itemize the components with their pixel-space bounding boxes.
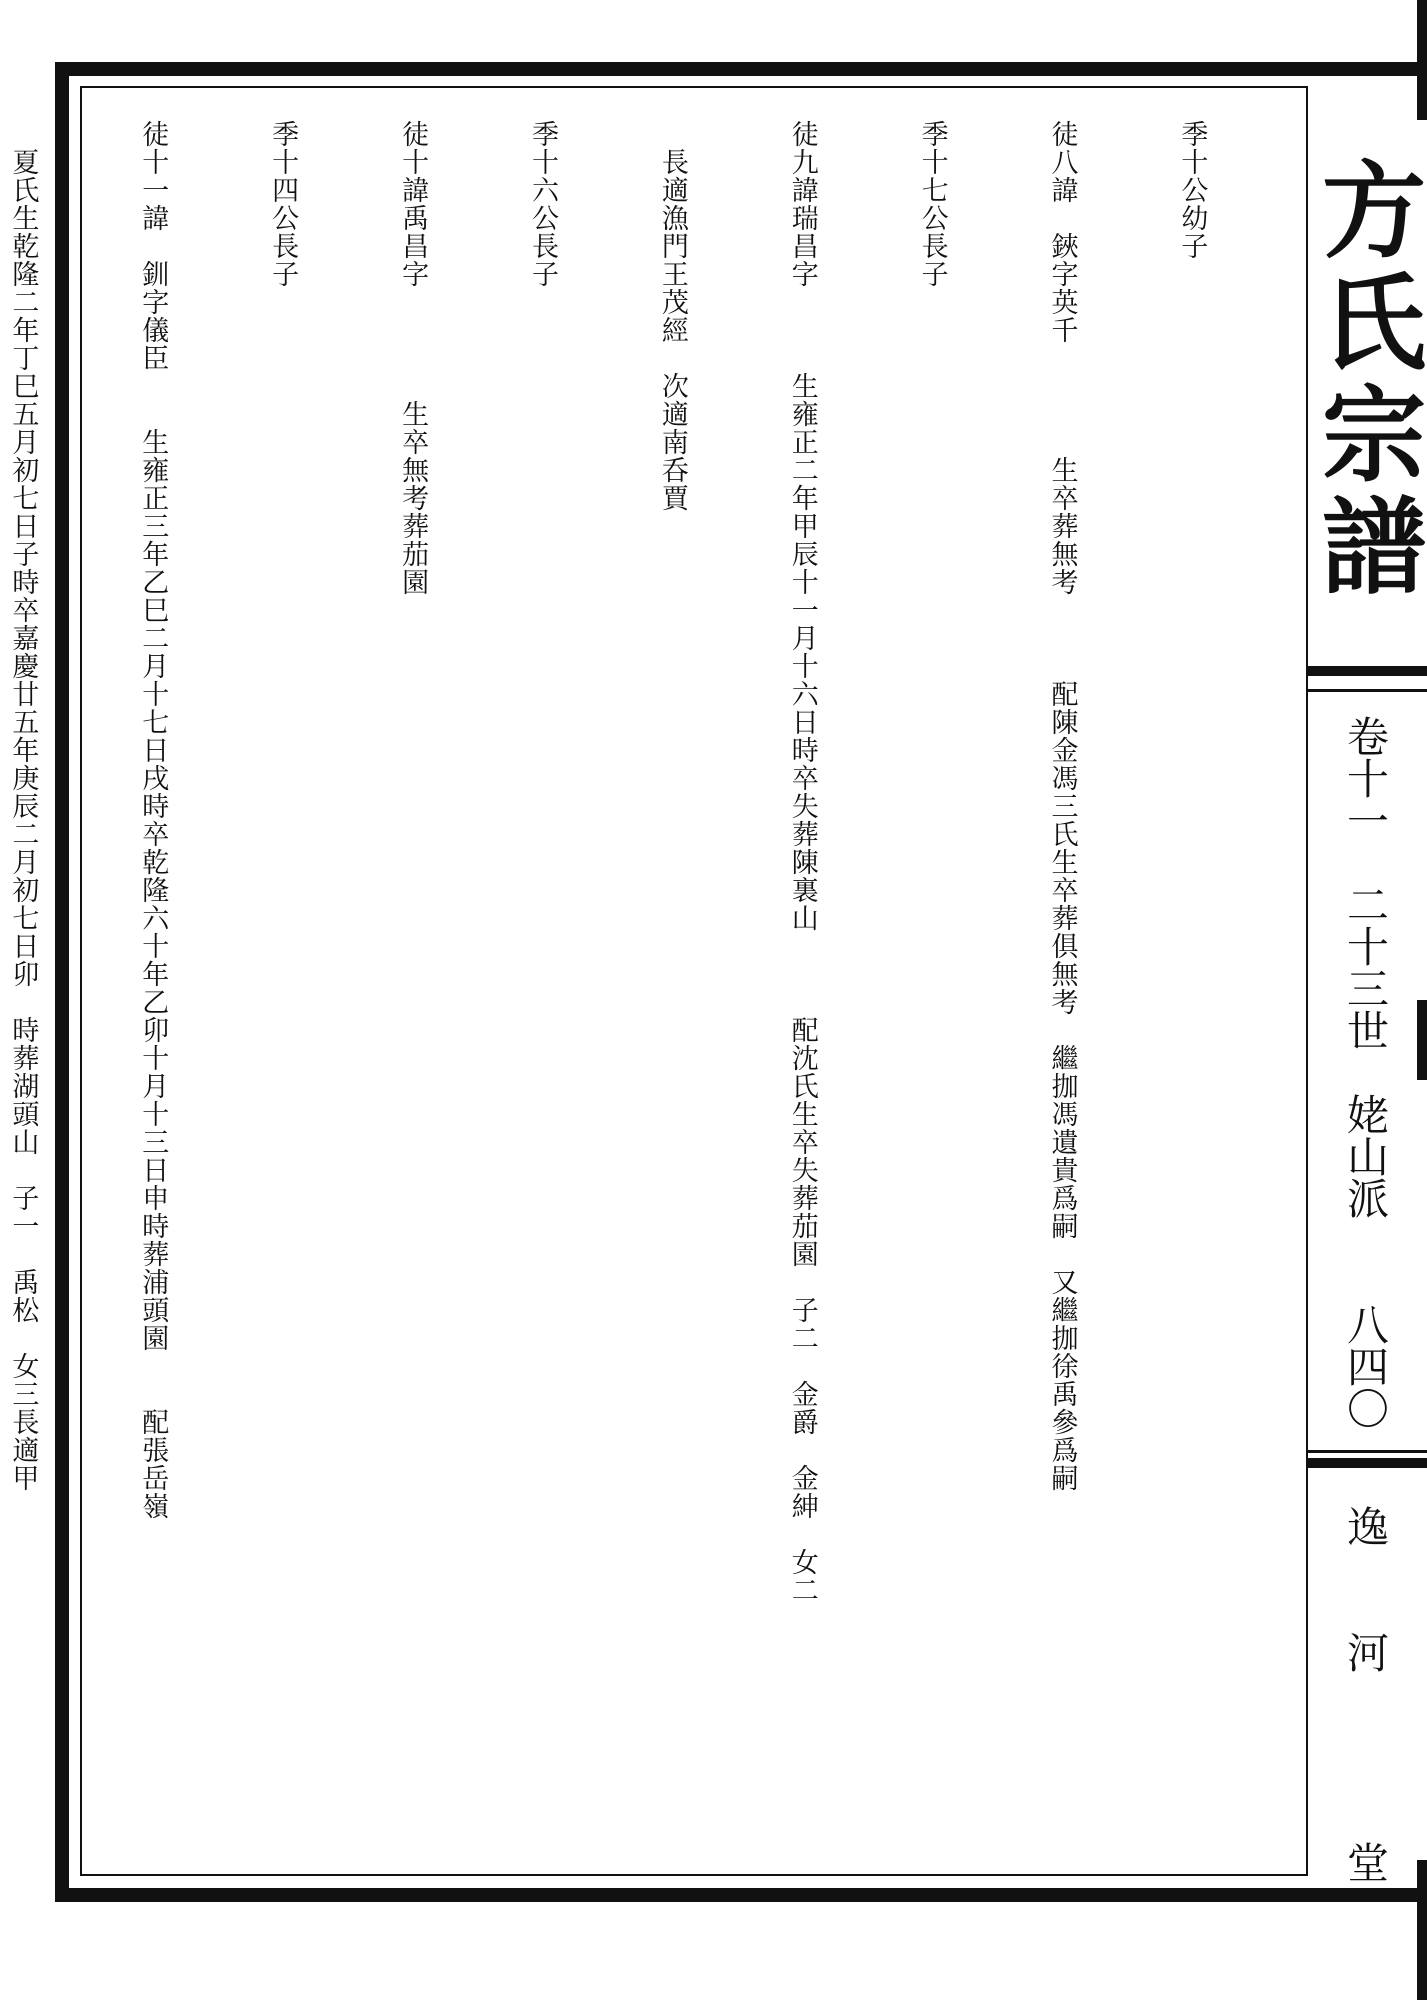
column-9: 徒十一諱 釧字儀臣 生雍正三年乙巳二月十七日戌時卒乾隆六十年乙卯十月十三日申時葬浦頭園 配張岳嶺 [137, 120, 169, 1520]
volume-info: 卷十一 二十三世 姥山派 八四〇 [1341, 715, 1390, 1429]
column-6: 季十六公長子 [526, 120, 558, 288]
binding-edge-mark [1417, 1860, 1427, 2000]
binding-edge-mark [1417, 0, 1427, 120]
column-3: 季十七公長子 [916, 120, 948, 288]
hall-name: 逸 河 堂 [1341, 1505, 1390, 1883]
footer-thick-rule [1308, 1458, 1427, 1468]
footer-thin-rule [1308, 1450, 1427, 1453]
column-1: 季十公幼子 [1176, 120, 1208, 260]
column-10: 夏氏生乾隆二年丁巳五月初七日子時卒嘉慶廿五年庚辰二月初七日卯 時葬湖頭山 子一 禹松 女三長適甲 [7, 120, 39, 1492]
binding-edge-mark [1417, 1000, 1427, 1080]
column-5: 長適漁門王茂經 次適南呑賈 [656, 120, 688, 512]
genealogy-body [7, 120, 1300, 1860]
title-thick-rule [1308, 666, 1427, 676]
book-title: 方氏宗譜 [1304, 156, 1427, 604]
column-8: 季十四公長子 [267, 120, 299, 288]
title-thin-rule [1308, 689, 1427, 692]
column-2: 徒八諱 鋏字英千 生卒葬無考 配陳金馮三氏生卒葬俱無考 繼拁馮遺貴爲嗣 又繼拁徐禹參爲嗣 [1046, 120, 1078, 1492]
column-7: 徒十諱禹昌字 生卒無考葬茄園 [397, 120, 429, 596]
column-4: 徒九諱瑞昌字 生雍正二年甲辰十一月十六日時卒失葬陳裏山 配沈氏生卒失葬茄園 子二 金爵 金紳 女二 [786, 120, 818, 1604]
